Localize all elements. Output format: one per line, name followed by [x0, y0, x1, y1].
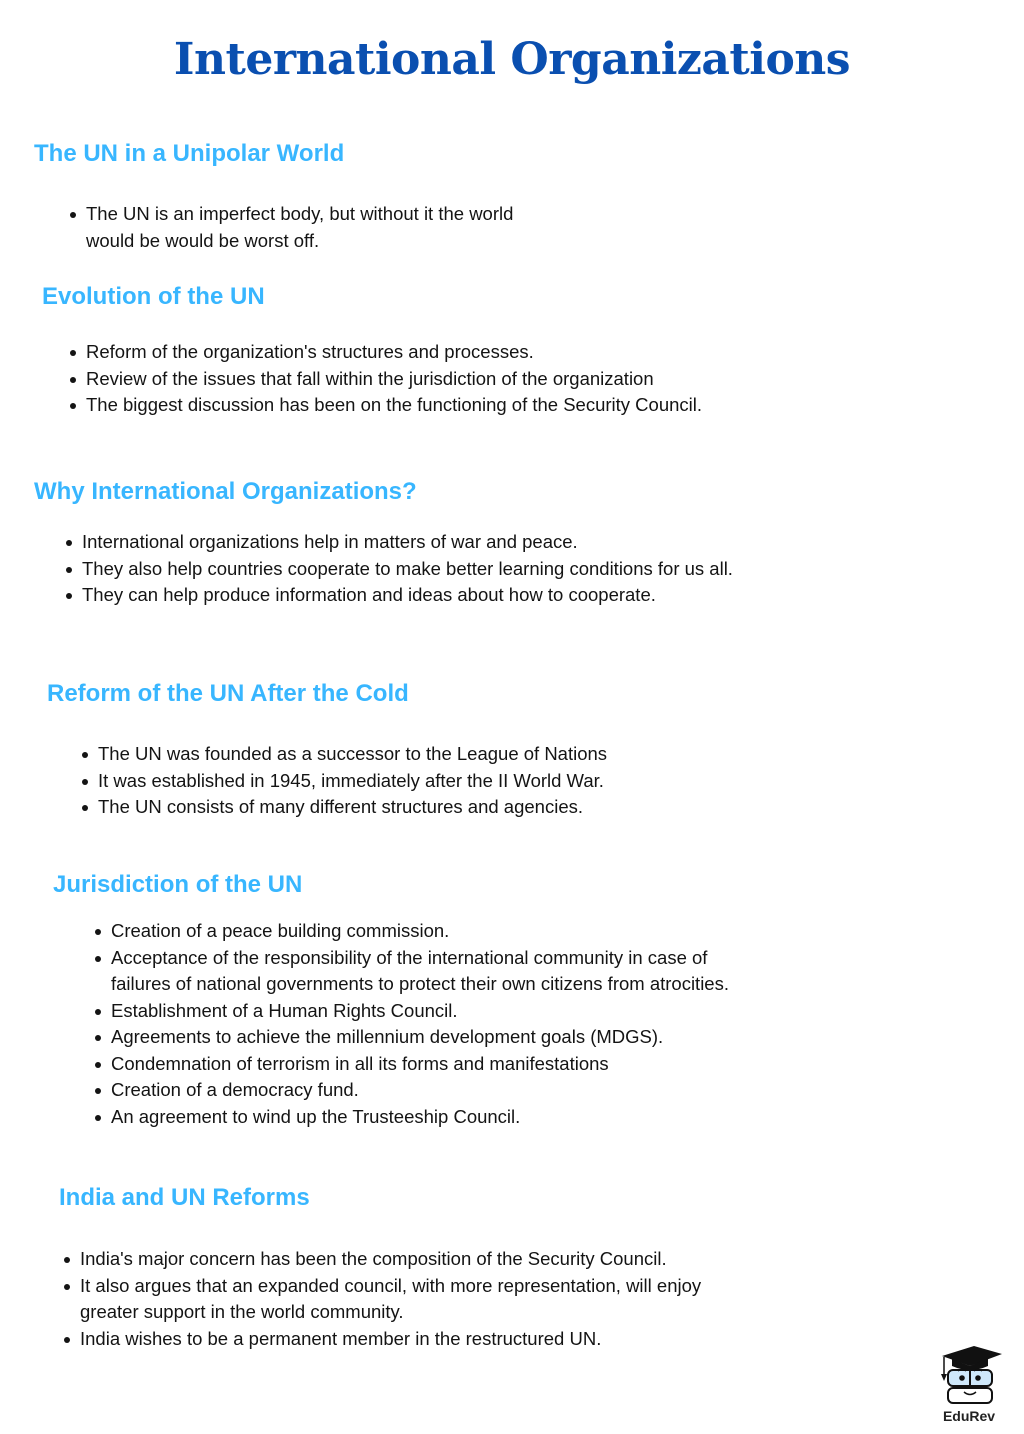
- bullet-list: [93, 918, 733, 1130]
- page-title: International Organizations: [173, 34, 851, 85]
- list-item: International organizations help in matters of war and peace.: [64, 529, 744, 556]
- list-item: Reform of the organization's structures and processes.: [68, 339, 828, 366]
- bullet-list: [68, 201, 538, 254]
- bullet-list: [80, 741, 700, 821]
- section-heading: Why International Organizations?: [34, 478, 417, 505]
- list-item: Review of the issues that fall within the jurisdiction of the organization: [68, 366, 828, 393]
- list-item: The biggest discussion has been on the functioning of the Security Council.: [68, 392, 828, 419]
- section-heading: Evolution of the UN: [42, 283, 265, 310]
- list-item: Creation of a democracy fund.: [93, 1077, 733, 1104]
- list-item: The UN consists of many different structures and agencies.: [80, 794, 700, 821]
- bullet-list: [62, 1246, 752, 1352]
- list-item: India's major concern has been the composition of the Security Council.: [62, 1246, 752, 1273]
- bullet-list: [68, 339, 828, 419]
- list-item: It was established in 1945, immediately after the II World War.: [80, 768, 700, 795]
- edurev-logo: [934, 1344, 1004, 1426]
- list-item: Agreements to achieve the millennium development goals (MDGS).: [93, 1024, 733, 1051]
- list-item: They also help countries cooperate to make better learning conditions for us all.: [64, 556, 744, 583]
- list-item: It also argues that an expanded council, with more representation, will enjoy greater support in the world community.: [62, 1273, 752, 1326]
- section-heading: The UN in a Unipolar World: [34, 140, 345, 167]
- list-item: India wishes to be a permanent member in the restructured UN.: [62, 1326, 752, 1353]
- bullet-list: [64, 529, 744, 609]
- list-item: Acceptance of the responsibility of the international community in case of failures of national governments to protect their own citizens from atrocities.: [93, 945, 733, 998]
- list-item: Condemnation of terrorism in all its forms and manifestations: [93, 1051, 733, 1078]
- section-heading: India and UN Reforms: [59, 1184, 310, 1211]
- graduation-cap-mascot-icon: [934, 1344, 1004, 1408]
- list-item: The UN was founded as a successor to the League of Nations: [80, 741, 700, 768]
- section-heading: Reform of the UN After the Cold: [47, 680, 409, 707]
- list-item: An agreement to wind up the Trusteeship Council.: [93, 1104, 733, 1131]
- list-item: They can help produce information and ideas about how to cooperate.: [64, 582, 744, 609]
- list-item: The UN is an imperfect body, but without it the world would be would be worst off.: [68, 201, 538, 254]
- logo-text: EduRev: [942, 1408, 996, 1424]
- section-heading: Jurisdiction of the UN: [53, 871, 303, 898]
- list-item: Creation of a peace building commission.: [93, 918, 733, 945]
- list-item: Establishment of a Human Rights Council.: [93, 998, 733, 1025]
